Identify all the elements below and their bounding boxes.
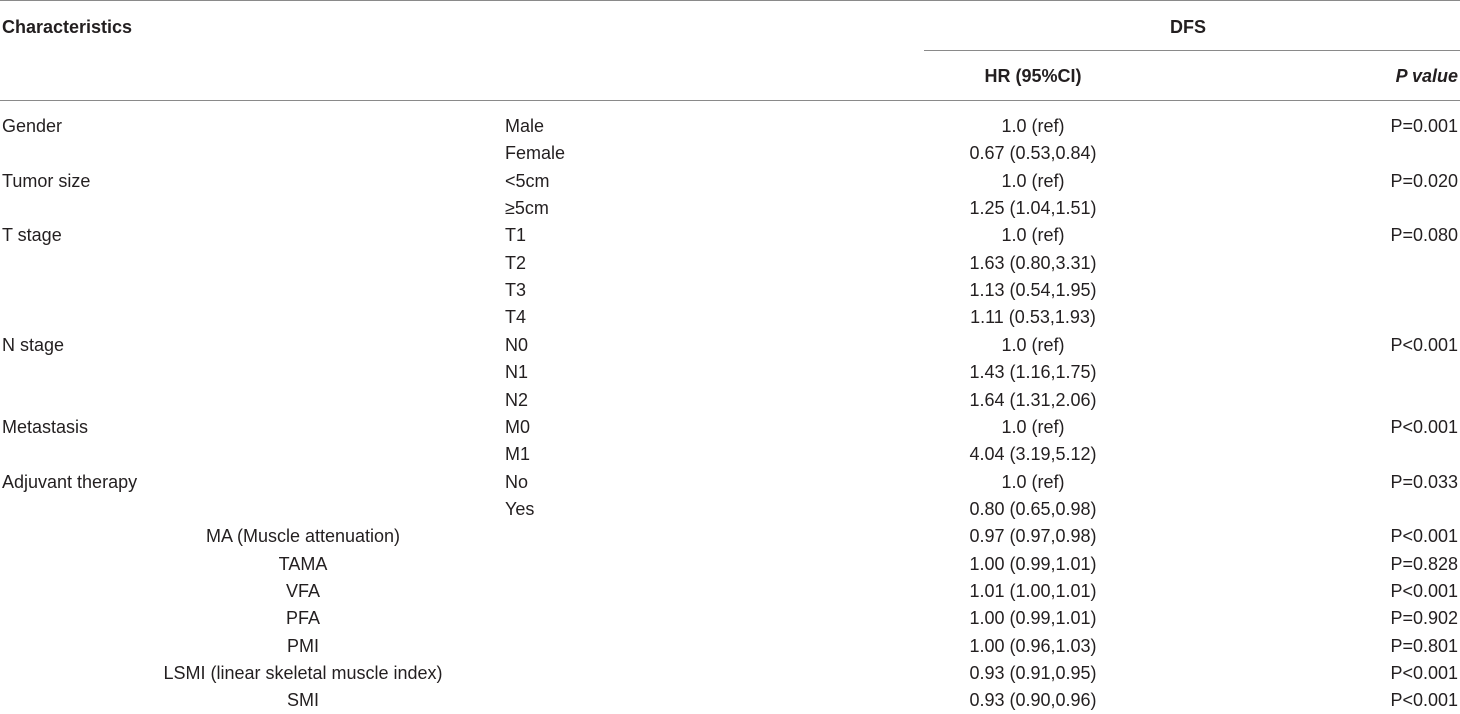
row-subgroup: N0	[505, 335, 529, 355]
top-rule	[0, 0, 1460, 1]
row-characteristic: N stage	[2, 335, 65, 355]
row-characteristic: Tumor size	[2, 171, 91, 191]
row-p-value: P=0.080	[1390, 225, 1458, 245]
header-rule	[0, 100, 1460, 101]
row-subgroup: N2	[505, 390, 529, 410]
row-subgroup: <5cm	[505, 171, 550, 191]
row-hr: 1.00 (0.99,1.01)	[969, 554, 1097, 574]
row-subgroup: T3	[505, 280, 527, 300]
row-subgroup: M0	[505, 417, 531, 437]
row-p-value: P=0.033	[1390, 472, 1458, 492]
row-hr: 1.0 (ref)	[1001, 417, 1065, 437]
row-p-value: P<0.001	[1390, 335, 1458, 355]
row-hr: 1.11 (0.53,1.93)	[970, 307, 1096, 327]
row-subgroup: T2	[505, 253, 527, 273]
row-hr: 1.01 (1.00,1.01)	[969, 581, 1097, 601]
row-subgroup: T4	[505, 307, 527, 327]
row-hr: 1.43 (1.16,1.75)	[969, 362, 1097, 382]
row-characteristic: TAMA	[278, 554, 328, 574]
dfs-underline	[924, 50, 1460, 51]
row-subgroup: N1	[505, 362, 529, 382]
row-hr: 1.0 (ref)	[1001, 171, 1065, 191]
row-characteristic: LSMI (linear skeletal muscle index)	[163, 663, 443, 683]
row-subgroup: ≥5cm	[505, 198, 549, 218]
row-hr: 1.00 (0.99,1.01)	[969, 608, 1097, 628]
row-subgroup: T1	[505, 225, 527, 245]
row-hr: 0.80 (0.65,0.98)	[969, 499, 1097, 519]
row-hr: 0.67 (0.53,0.84)	[969, 143, 1097, 163]
header-dfs: DFS	[1170, 17, 1206, 37]
header-characteristics: Characteristics	[2, 17, 133, 37]
row-subgroup: Yes	[505, 499, 535, 519]
row-p-value: P<0.001	[1390, 581, 1458, 601]
row-hr: 0.93 (0.90,0.96)	[969, 690, 1097, 710]
row-characteristic: SMI	[286, 690, 319, 710]
row-hr: 0.97 (0.97,0.98)	[969, 526, 1097, 546]
row-p-value: P=0.020	[1390, 171, 1458, 191]
row-hr: 0.93 (0.91,0.95)	[969, 663, 1097, 683]
row-characteristic: VFA	[285, 581, 320, 601]
row-characteristic: PMI	[286, 636, 319, 656]
row-subgroup: No	[505, 472, 529, 492]
row-characteristic: MA (Muscle attenuation)	[205, 526, 401, 546]
row-hr: 1.0 (ref)	[1001, 116, 1065, 136]
row-p-value: P=0.902	[1390, 608, 1458, 628]
row-hr: 1.64 (1.31,2.06)	[969, 390, 1097, 410]
row-characteristic: PFA	[285, 608, 320, 628]
row-characteristic: Gender	[2, 116, 63, 136]
row-hr: 1.0 (ref)	[1001, 335, 1065, 355]
row-subgroup: M1	[505, 444, 531, 464]
row-hr: 1.0 (ref)	[1001, 225, 1065, 245]
row-hr: 4.04 (3.19,5.12)	[969, 444, 1097, 464]
header-hr: HR (95%CI)	[984, 66, 1082, 86]
header-p-value: P value	[1395, 66, 1458, 86]
row-subgroup: Male	[505, 116, 545, 136]
row-hr: 1.00 (0.96,1.03)	[969, 636, 1097, 656]
row-p-value: P=0.828	[1390, 554, 1458, 574]
row-characteristic: Adjuvant therapy	[2, 472, 138, 492]
row-hr: 1.13 (0.54,1.95)	[969, 280, 1097, 300]
row-p-value: P<0.001	[1390, 526, 1458, 546]
row-p-value: P<0.001	[1390, 663, 1458, 683]
row-characteristic: Metastasis	[2, 417, 89, 437]
row-hr: 1.25 (1.04,1.51)	[969, 198, 1097, 218]
row-characteristic: T stage	[2, 225, 62, 245]
row-subgroup: Female	[505, 143, 566, 163]
row-p-value: P<0.001	[1390, 690, 1458, 710]
row-hr: 1.0 (ref)	[1001, 472, 1065, 492]
row-hr: 1.63 (0.80,3.31)	[969, 253, 1097, 273]
row-p-value: P<0.001	[1390, 417, 1458, 437]
row-p-value: P=0.001	[1390, 116, 1458, 136]
row-p-value: P=0.801	[1390, 636, 1458, 656]
